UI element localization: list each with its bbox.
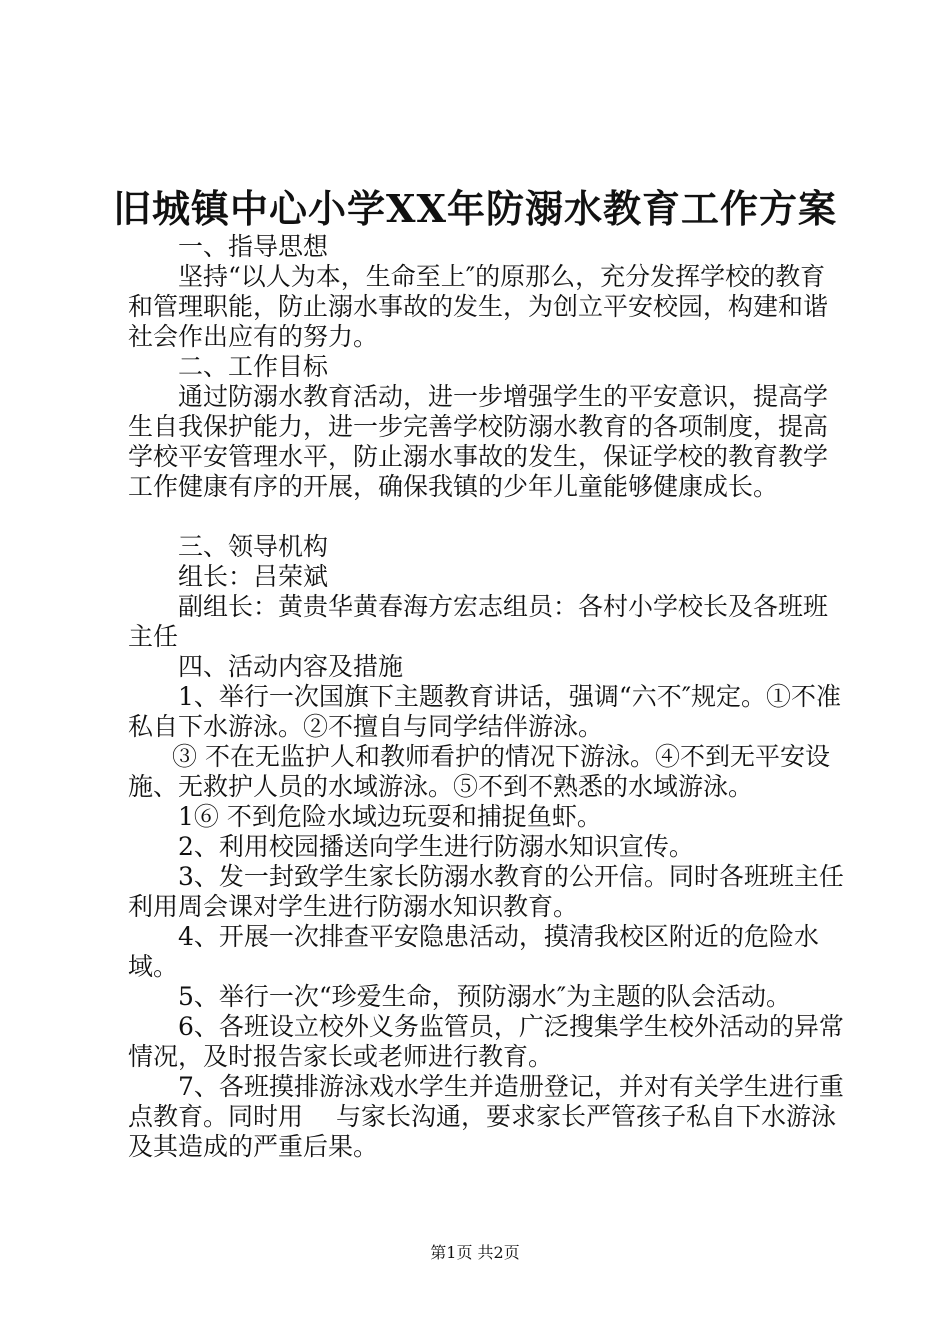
section-heading-guiding-ideology: 一、指导思想	[178, 232, 329, 261]
activity-item-1: 1、举行一次国旗下主题教育讲话，强调“六不″规定。①不准私自下水游泳。②不擅自与同学结伴游泳。	[128, 682, 842, 741]
activity-item-7: 7、各班摸排游泳戏水学生并造册登记，并对有关学生进行重点教育。同时用 与家长沟通，要求家长严管孩子私自下水游泳及其造成的严重后果。	[128, 1072, 844, 1161]
document-body	[128, 232, 848, 1162]
activity-item-3: 3、发一封致学生家长防溺水教育的公开信。同时各班班主任利用周会课对学生进行防溺水知识教育。	[128, 862, 844, 921]
leader-line: 组长：吕荣斌	[178, 562, 329, 591]
page-title: 旧城镇中心小学XX年防溺水教育工作方案	[113, 186, 837, 231]
section-heading-activities: 四、活动内容及措施	[178, 652, 404, 681]
activity-item-1-continued: ③ 不在无监护人和教师看护的情况下游泳。④不到无平安设施、无救护人员的水域游泳。⑤不到不熟悉的水域游泳。	[128, 742, 830, 801]
page-footer: 第1页 共2页	[430, 1243, 520, 1262]
activity-item-2: 2、利用校园播送向学生进行防溺水知识宣传。	[178, 832, 694, 861]
paragraph-guiding-ideology: 坚持“以人为本，生命至上″的原那么，充分发挥学校的教育和管理职能，防止溺水事故的发生，为创立平安校园，构建和谐社会作出应有的努力。	[128, 262, 829, 351]
section-heading-work-goals: 二、工作目标	[178, 352, 329, 381]
activity-item-1-rule-6: 1⑥ 不到危险水域边玩耍和捕捉鱼虾。	[178, 802, 602, 831]
activity-item-5: 5、举行一次“珍爱生命，预防溺水″为主题的队会活动。	[178, 982, 792, 1011]
paragraph-work-goals: 通过防溺水教育活动，进一步增强学生的平安意识，提高学生自我保护能力，进一步完善学校防溺水教育的各项制度，提高学校平安管理水平，防止溺水事故的发生，保证学校的教育教学工作健康有序的开展，确保我镇的少年儿童能够健康成长。	[128, 382, 829, 501]
activity-item-4: 4、开展一次排查平安隐患活动，摸清我校区附近的危险水域。	[128, 922, 819, 981]
deputy-leader-line: 副组长：黄贵华黄春海方宏志组员：各村小学校长及各班班主任	[128, 592, 829, 651]
section-heading-leadership: 三、领导机构	[178, 532, 329, 561]
blank-line	[128, 502, 848, 532]
activity-item-6: 6、各班设立校外义务监管员，广泛搜集学生校外活动的异常情况，及时报告家长或老师进行教育。	[128, 1012, 844, 1071]
